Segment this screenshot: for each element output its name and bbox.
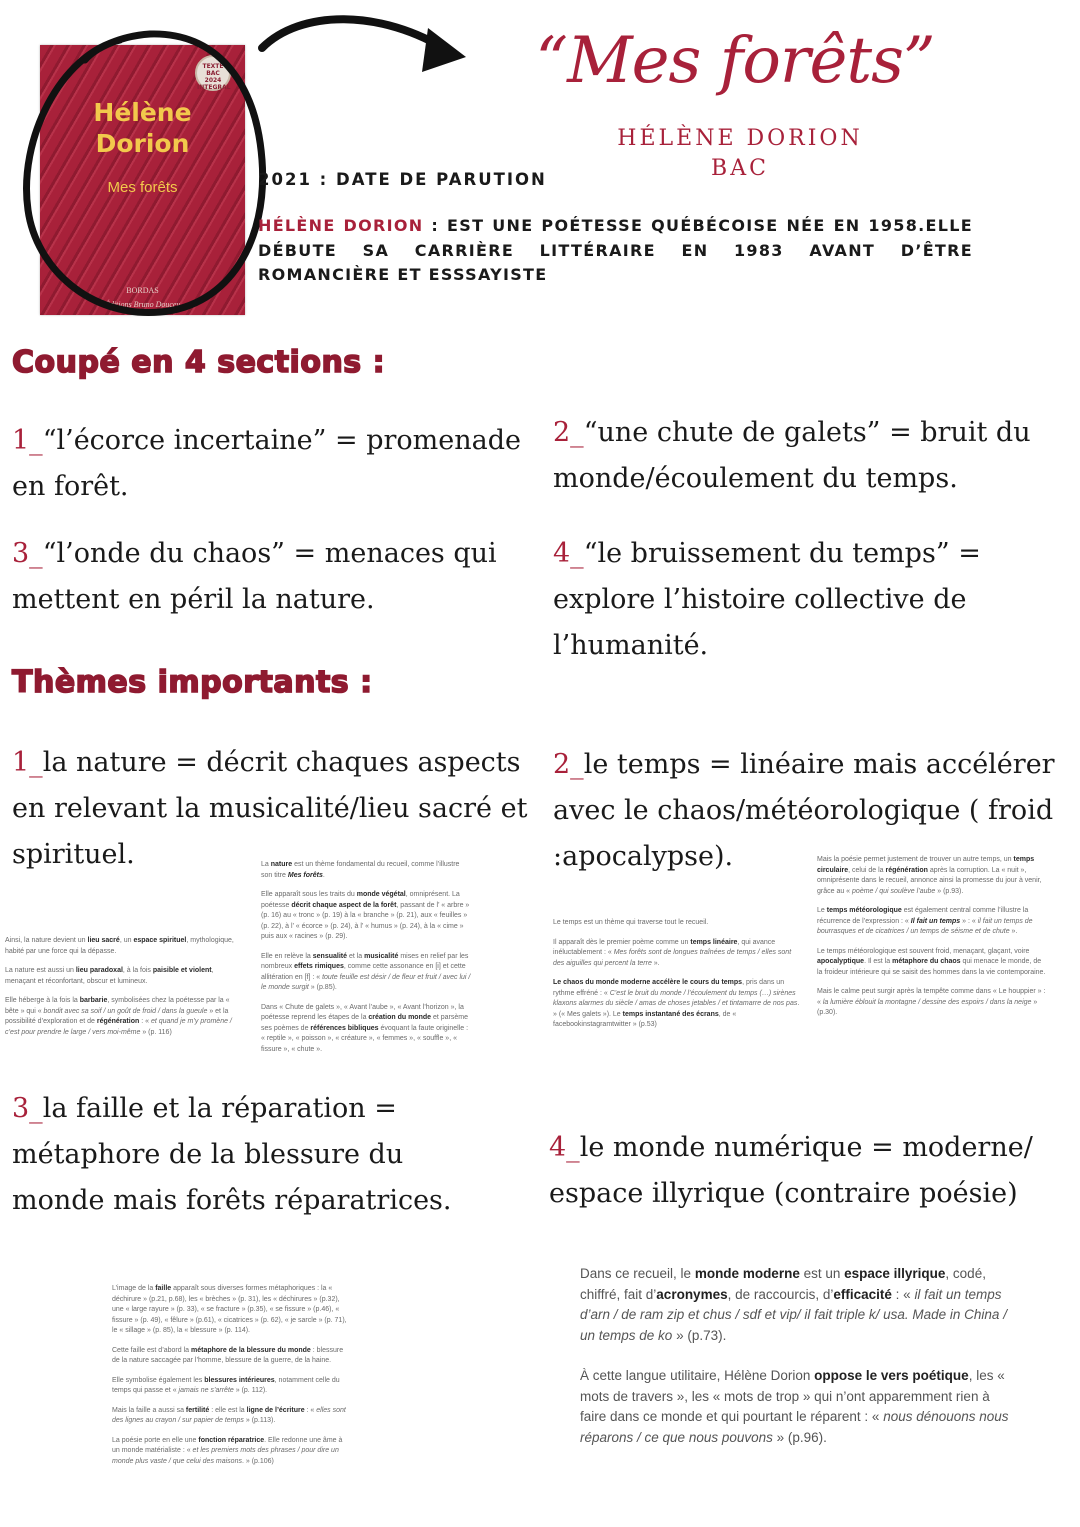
excerpt-numerique: Dans ce recueil, le monde moderne est un espace illyrique, codé, chiffré, fait d’acronymes, de raccourcis, d’efficacité : « il fait un temps d’arn / de ram zip et chus / sdf et vip/ il fait triple k/ usa. Made in China / un temps de ko » (p.73). À cette langue utilitaire, Hélène Dorion oppose le vers poétique, les « mots de travers », les « mots de trop » qui n’ont apparemment rien à faire dans ce monde et qui pourtant le réparent : « nous dénouons nous réparons / ce que nous pouvons » (p.96). xyxy=(580,1266,1009,1445)
author-name: HÉLÈNE DORION xyxy=(617,126,863,151)
arrow-curve xyxy=(262,19,450,52)
sections-heading: Coupé en 4 sections : xyxy=(12,345,386,380)
excerpt-time-left: Le temps est un thème qui traverse tout le recueil. Il apparaît dès le premier poème comme un temps linéaire, qui avance inéluctablement : « Mes forêts sont de longues traînées de temps / elles sont des aiguilles qui percent la terre ». Le chaos du monde moderne accélère le cours du temps, pris dans un rythme effréné : « C’est le bruit du monde / l’écoulement du temps (…) sirènes klaxons alarmes du siècle / amas de choses jetables / et tintamarre de nos pas. » (« Mes galets »). Le temps instantané des écrans, de « facebookinstagramtwitter » (p.53) xyxy=(553,919,800,1028)
cover-publisher: Éditions Bruno Doucey xyxy=(104,300,181,309)
excerpt-nature-left: Ainsi, la nature devient un lieu sacré, un espace spirituel, mythologique, habité par une force qui la dépasse. La nature est aussi un lieu paradoxal, à la fois paisible et violent, menaçant et réconfortant, obscur et lumineux. Elle héberge à la fois la barbarie, symbolisées chez la poétesse par la « bête » qui « bondit avec sa soif / un goût de froid / dans la gueule » et la possibilité d’exploration et de régénération : « et quand je m’y promène / c’est pour prendre le large / vers moi-même » (p. 116) xyxy=(5,937,234,1036)
arrow-head xyxy=(422,28,466,72)
author-block xyxy=(560,124,920,184)
excerpt-faille: L’image de la faille apparaît sous diverses formes métaphoriques : la « déchirure » (p.21, p.68), les « brèches » (p. 31), les « déchirures » (p.32), une « large rayure » (p. 33), « se fracture » (p.35), « se fissure » (p.46), « fissure » (p. 49), « fêlure » (p.61), « cicatrices » (p. 62), « je sarcle » (p. 71), le « sillage » (p. 85), la « blessure » (p. 114). Cette faille est d’abord la métaphore de la blessure du monde : blessure de la nature saccagée par l’homme, blessure de la guerre, de la haine. Elle symbolise également les blessures intérieures, notamment celle du temps qui passe et « jamais ne s’arrête » (p. 112). Mais la faille a aussi sa fertilité : elle est la ligne de l’écriture : « elles sont des lignes au crayon / sur papier de temps » (p.113). La poésie porte en elle une fonction réparatrice. Elle redonne une âme à un monde matérialiste : « et les premiers mots des phrases / pour dire un monde plus vaste / que celui des maisons. » (p.106) xyxy=(112,1285,347,1465)
excerpt-time-right: Mais la poésie permet justement de trouver un autre temps, un temps circulaire, celui de la régénération après la corruption. La « nuit », omniprésente dans le recueil, annonce ainsi la promesse du jour à venir, grâce au « poème / qui soulève l’aube » (p.93). Le temps météorologique est également central comme l’illustre la récurrence de l’expression : « Il fait un temps » : « il fait un temps de bourrasques et de cicatrices / un temps de séisme et de chute ». Le temps météorologique est souvent froid, menaçant, glaçant, voire apocalyptique. Il est la métaphore du chaos qui menace le monde, de la froideur intérieure qui se saisit des hommes dans la vie contemporaine. Mais le calme peut surgir après la tempête comme dans « Le houppier » : « la lumière éblouit la montagne / dessine des espoirs / dans la neige » (p.30). xyxy=(817,856,1046,1016)
theme-item-4: 4_le monde numérique = moderne/ espace illyrique (contraire poésie) xyxy=(549,1132,1033,1209)
page-title: “Mes forêts” xyxy=(535,24,935,98)
section-item-4: 4_“le bruissement du temps” = explore l’histoire collective de l’humanité. xyxy=(553,538,981,661)
cover-title: Mes forêts xyxy=(107,179,178,196)
section-item-3: 3_“l’onde du chaos” = menaces qui mettent en péril la nature. xyxy=(12,538,497,615)
level-label: BAC xyxy=(711,156,769,181)
theme-item-2: 2_le temps = linéaire mais accélérer avec le chaos/météorologique ( froid :apocalypse). xyxy=(553,749,1055,872)
cover-publisher-mark: BORDAS xyxy=(126,286,159,295)
circle-scribble xyxy=(27,34,263,313)
bac-seal: TEXTE BAC 2024 INTEGRAL xyxy=(195,55,231,91)
excerpt-nature-right: La nature est un thème fondamental du recueil, comme l’illustre son titre Mes forêts. Elle apparaît sous les traits du monde végétal, omniprésent. La poétesse décrit chaque aspect de la forêt, passant de l’ « arbre » (p. 16) au « tronc » (p. 19) à la « branche » (p. 21), aux « feuilles » (p. 22), à l’ « écorce » (p. 24), à l’ « humus » (p. 24), à la « cime » puis aux « racines » (p. 29). Elle en relève la sensualité et la musicalité mises en relief par les nombreux effets rimiques, comme cette assonance en [i] et cette allitération en [f] : « toute feuille est désir / de fleur et fruit / avec lui / le monde surgit » (p.85). Dans « Chute de galets », « Avant l’aube », « Avant l’horizon », la poétesse reprend les étapes de la création du monde et parsème ses poèmes de références bibliques évoquant la faute originelle : « reptile », « poisson », « créature », « femmes », « souffle », « fissure », « chute ». xyxy=(261,861,471,1053)
theme-item-3: 3_la faille et la réparation = métaphore de la blessure du monde mais forêts réparatrices. xyxy=(12,1093,452,1216)
theme-item-1: 1_la nature = décrit chaques aspects en relevant la musicalité/lieu sacré et spirituel. xyxy=(12,747,528,870)
themes-heading: Thèmes importants : xyxy=(12,665,373,700)
author-bio: HÉLÈNE DORION : EST UNE POÉTESSE QUÉBÉCOISE NÉE EN 1958.ELLE DÉBUTE SA CARRIÈRE LITTÉRAIRE EN 1983 AVANT D’ÊTRE ROMANCIÈRE ET ESSSAYISTE xyxy=(258,216,973,284)
section-item-2: 2_“une chute de galets” = bruit du monde/écoulement du temps. xyxy=(553,417,1031,494)
cover-author: Hélène Dorion xyxy=(93,98,192,158)
section-item-1: 1_“l’écorce incertaine” = promenade en forêt. xyxy=(12,425,522,502)
publication-date: 2021 : DATE DE PARUTION xyxy=(258,170,547,189)
